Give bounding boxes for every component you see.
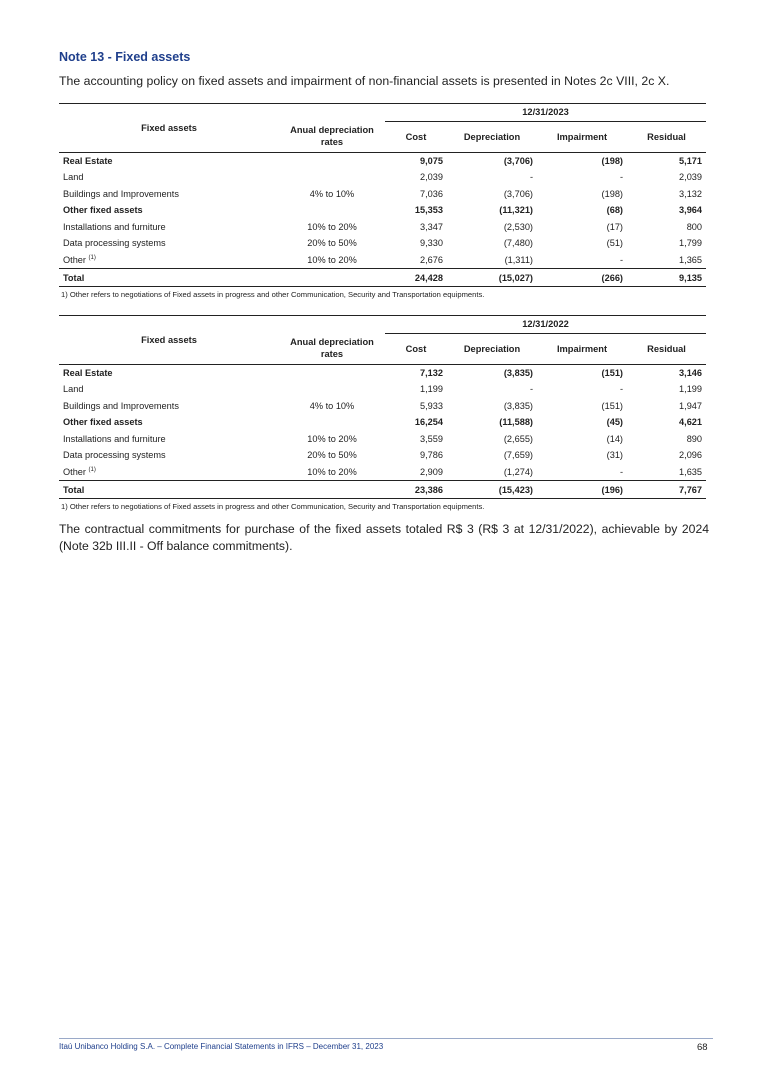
fixed-assets-table-2022: [59, 315, 706, 511]
residual-cell: 5,171: [679, 155, 703, 166]
rate-cell: 4% to 10%: [309, 188, 355, 199]
footer-company: Itaú Unibanco Holding S.A. – Complete Financial Statements in IFRS – December 31, 2023: [59, 1042, 384, 1051]
rate-cell: 10% to 20%: [307, 221, 357, 232]
impairment-cell: (45): [606, 417, 623, 428]
impairment-cell: (151): [601, 367, 623, 378]
table-row: [59, 464, 706, 481]
period-header: 12/31/2022: [385, 316, 706, 334]
cost-cell: 2,676: [420, 254, 443, 265]
row-label-text: Buildings and Improvements: [63, 400, 179, 411]
fixed-assets-table-2023: [59, 103, 706, 299]
rate-cell: [279, 381, 385, 398]
period-header: 12/31/2023: [385, 104, 706, 122]
depreciation-cell: (7,659): [503, 450, 533, 461]
residual-cell: 3,964: [679, 205, 703, 216]
page-number: 68: [697, 1042, 708, 1053]
row-label-text: Land: [63, 384, 84, 395]
row-label: [59, 447, 279, 464]
rate-cell: 4% to 10%: [309, 400, 355, 411]
cost-cell: 16,254: [414, 417, 443, 428]
residual-cell: 4,621: [679, 417, 703, 428]
table-row: [59, 235, 706, 252]
impairment-cell: (51): [606, 238, 623, 249]
cost-cell: 3,559: [420, 433, 443, 444]
row-label-text: Land: [63, 172, 84, 183]
row-label-text: Real Estate: [63, 155, 113, 166]
row-label: [59, 235, 279, 252]
depreciation-cell: (3,835): [503, 367, 533, 378]
table-row: [59, 431, 706, 448]
col-depreciation: Depreciation: [447, 121, 537, 152]
rate-cell: [279, 169, 385, 186]
depreciation-cell: (11,321): [499, 205, 533, 216]
impairment-cell: -: [619, 384, 623, 395]
cost-cell: 5,933: [420, 400, 443, 411]
rate-cell: 10% to 20%: [307, 433, 357, 444]
row-label-text: Installations and furniture: [63, 221, 166, 232]
row-label: [59, 364, 279, 381]
impairment-cell: -: [619, 466, 623, 477]
cost-cell: 2,039: [420, 172, 443, 183]
row-label: [59, 252, 279, 269]
rate-cell: [279, 414, 385, 431]
total-row: [59, 269, 706, 287]
total-label: Total: [59, 481, 279, 499]
impairment-cell: (17): [606, 221, 623, 232]
table-row: [59, 447, 706, 464]
residual-cell: 2,096: [679, 450, 703, 461]
rate-cell: [279, 364, 385, 381]
depreciation-cell: (1,274): [503, 466, 533, 477]
col-residual: Residual: [627, 333, 706, 364]
table-footnote: 1) Other refers to negotiations of Fixed assets in progress and other Communication, Security and Transportation equipments.: [61, 502, 485, 511]
rate-cell: 10% to 20%: [307, 466, 357, 477]
residual-cell: 1,635: [679, 466, 703, 477]
row-label-text: Other fixed assets: [63, 205, 143, 216]
cost-cell: 7,036: [420, 188, 443, 199]
fixed-assets-table: [59, 103, 706, 287]
header-spacer: [279, 104, 385, 122]
residual-cell: 1,947: [679, 400, 703, 411]
impairment-cell: (198): [601, 155, 623, 166]
residual-cell: 3,146: [679, 367, 703, 378]
row-label-text: Data processing systems: [63, 238, 166, 249]
impairment-cell: -: [619, 254, 623, 265]
cost-cell: 1,199: [420, 384, 443, 395]
residual-cell: 1,799: [679, 238, 703, 249]
impairment-cell: (198): [601, 188, 623, 199]
cost-cell: 9,330: [420, 238, 443, 249]
fixed-assets-table: [59, 315, 706, 499]
row-label: [59, 464, 279, 481]
impairment-cell: (68): [606, 205, 623, 216]
commitments-text: The contractual commitments for purchase of the fixed assets totaled R$ 3 (R$ 3 at 12/31/2022), achievable by 2024 (Note 32b III.II - Off balance commitments).: [59, 522, 709, 553]
rate-cell: 20% to 50%: [307, 238, 357, 249]
depreciation-cell: (1,311): [504, 254, 533, 265]
table-row: [59, 414, 706, 431]
total-impairment: (196): [537, 481, 627, 499]
total-cost: 24,428: [385, 269, 447, 287]
total-row: [59, 481, 706, 499]
rate-cell: 10% to 20%: [307, 254, 357, 265]
intro-text: The accounting policy on fixed assets and impairment of non-financial assets is presented in Notes 2c VIII, 2c X.: [59, 74, 670, 88]
table-row: [59, 202, 706, 219]
residual-cell: 2,039: [679, 172, 703, 183]
header-row: [59, 316, 706, 334]
cost-cell: 2,909: [420, 466, 443, 477]
row-label-text: Other fixed assets: [63, 417, 143, 428]
row-label-text: Other: [63, 254, 86, 265]
table-row: [59, 152, 706, 169]
impairment-cell: (151): [601, 400, 623, 411]
footnote-marker: (1): [88, 466, 96, 473]
row-label-text: Real Estate: [63, 367, 113, 378]
col-impairment: Impairment: [537, 121, 627, 152]
depreciation-cell: (11,588): [499, 417, 533, 428]
total-depreciation: (15,423): [447, 481, 537, 499]
total-spacer: [279, 269, 385, 287]
depreciation-cell: (3,706): [503, 188, 533, 199]
total-residual: 7,767: [627, 481, 706, 499]
table-row: [59, 252, 706, 269]
total-label: Total: [59, 269, 279, 287]
residual-cell: 1,365: [679, 254, 703, 265]
header-spacer: [279, 316, 385, 334]
footer-divider: [59, 1038, 713, 1039]
table-row: [59, 186, 706, 203]
rate-cell: 20% to 50%: [307, 450, 357, 461]
col-residual: Residual: [627, 121, 706, 152]
row-label: [59, 152, 279, 169]
total-depreciation: (15,027): [447, 269, 537, 287]
row-label: [59, 186, 279, 203]
residual-cell: 3,132: [679, 188, 703, 199]
col-cost: Cost: [385, 333, 447, 364]
cost-cell: 7,132: [420, 367, 443, 378]
row-label-text: Installations and furniture: [63, 433, 166, 444]
table-row: [59, 364, 706, 381]
col-fixed-assets: Fixed assets: [59, 316, 279, 365]
row-label: [59, 169, 279, 186]
cost-cell: 9,075: [420, 155, 443, 166]
col-depreciation: Depreciation: [447, 333, 537, 364]
depreciation-cell: (3,706): [503, 155, 533, 166]
depreciation-cell: (2,530): [503, 221, 533, 232]
residual-cell: 1,199: [679, 384, 703, 395]
rate-cell: [279, 202, 385, 219]
row-label: [59, 431, 279, 448]
depreciation-cell: (2,655): [503, 433, 533, 444]
residual-cell: 800: [686, 221, 703, 232]
note-heading: Note 13 - Fixed assets: [59, 50, 191, 64]
row-label: [59, 398, 279, 415]
total-cost: 23,386: [385, 481, 447, 499]
col-rates: Anual depreciation rates: [279, 333, 385, 364]
depreciation-cell: -: [529, 172, 533, 183]
col-cost: Cost: [385, 121, 447, 152]
col-fixed-assets: Fixed assets: [59, 104, 279, 153]
cost-cell: 15,353: [414, 205, 443, 216]
total-residual: 9,135: [627, 269, 706, 287]
row-label-text: Data processing systems: [63, 450, 166, 461]
depreciation-cell: (7,480): [503, 238, 533, 249]
table-row: [59, 169, 706, 186]
impairment-cell: -: [619, 172, 623, 183]
row-label: [59, 202, 279, 219]
total-spacer: [279, 481, 385, 499]
depreciation-cell: -: [529, 384, 533, 395]
header-row: [59, 104, 706, 122]
rate-cell: [279, 152, 385, 169]
col-rates: Anual depreciation rates: [279, 121, 385, 152]
cost-cell: 9,786: [420, 450, 443, 461]
table-row: [59, 381, 706, 398]
impairment-cell: (14): [606, 433, 623, 444]
row-label-text: Other: [63, 466, 86, 477]
total-impairment: (266): [537, 269, 627, 287]
cost-cell: 3,347: [420, 221, 443, 232]
col-impairment: Impairment: [537, 333, 627, 364]
table-row: [59, 398, 706, 415]
depreciation-cell: (3,835): [503, 400, 533, 411]
row-label: [59, 414, 279, 431]
footnote-marker: (1): [88, 254, 96, 261]
row-label-text: Buildings and Improvements: [63, 188, 179, 199]
row-label: [59, 219, 279, 236]
row-label: [59, 381, 279, 398]
table-footnote: 1) Other refers to negotiations of Fixed assets in progress and other Communication, Security and Transportation equipments.: [61, 290, 485, 299]
table-row: [59, 219, 706, 236]
residual-cell: 890: [686, 433, 703, 444]
impairment-cell: (31): [606, 450, 623, 461]
